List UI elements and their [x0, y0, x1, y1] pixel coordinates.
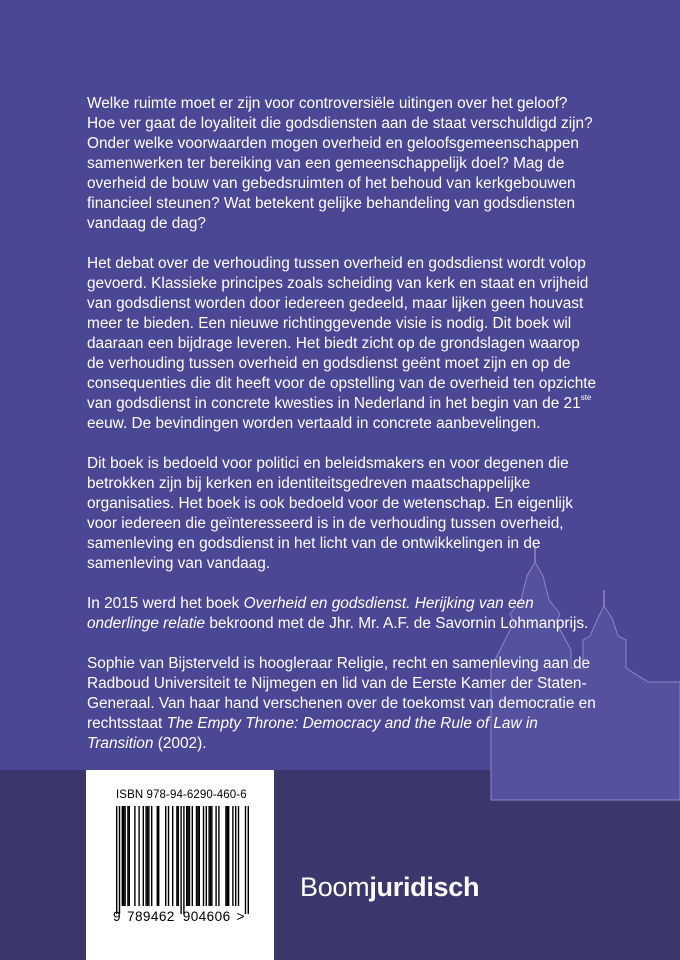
blurb-p3-text: Dit boek is bedoeld voor politici en beleidsmakers en voor degenen die betrokken zijn bij kerken en identiteitsgedreven maatschappelijke organisaties. Het boek is ook bedoeld voor de wetenschap. En eigenlijk voor iedereen die geïnteresseerd is in de verhouding tussen overheid, samenleving en godsdienst in het licht van de ontwikkelingen in de samenleving van vandaag. — [87, 455, 573, 572]
blurb-p5-book-title: The Empty Throne: Democracy and the Rule of Law in Transition — [87, 715, 538, 752]
blurb-paragraph-1 — [87, 94, 597, 234]
barcode-bar — [134, 806, 135, 906]
barcode-bar — [145, 806, 146, 906]
barcode-bar — [129, 806, 130, 906]
barcode-bar — [165, 806, 166, 906]
blurb-p1-text: Welke ruimte moet er zijn voor controversiële uitingen over het geloof? Hoe ver gaat de loyaliteit die godsdiensten aan de staat verschuldigd zijn? Onder welke voorwaarden mogen overheid en geloofsgemeenschappen samenwerken ter bereiking van een gemeenschappelijk doel? Mag de overheid de bouw van gebedsruimten of het behoud van kerkgebouwen financieel steunen? Wat betekent gelijke behandeling van godsdiensten vandaag de dag? — [87, 95, 593, 232]
barcode-digits — [113, 909, 263, 924]
barcode-bar — [157, 806, 158, 906]
barcode-bar — [248, 806, 249, 914]
blurb-paragraph-4 — [87, 594, 597, 634]
blurb-p5-start: Sophie van Bijsterveld is hoogleraar Religie, recht en samenleving aan de Radboud Universiteit te Nijmegen en lid van de Eerste Kamer der Staten-Generaal. Van haar hand verschenen over de toekomst van democratie en rechtsstaat — [87, 655, 596, 732]
blurb-p2-end: eeuw. De bevindingen worden vertaald in concrete aanbevelingen. — [87, 415, 541, 432]
isbn-label: ISBN 978-94-6290-460-6 — [116, 789, 247, 801]
barcode-bar — [183, 806, 184, 914]
blurb-p4-start: In 2015 werd het boek — [87, 595, 244, 612]
barcode-bar — [196, 806, 197, 906]
back-cover-blurb — [87, 94, 597, 774]
barcode-bar — [127, 806, 128, 906]
barcode-bar — [210, 806, 211, 906]
barcode-digit-first: 9 — [113, 909, 121, 924]
barcode-bar — [206, 806, 207, 906]
barcode-digits-left: 789462 — [127, 909, 175, 924]
barcode-bar — [235, 806, 236, 906]
barcode-bar — [208, 806, 209, 906]
blurb-paragraph-3 — [87, 454, 597, 574]
barcode-bar — [238, 806, 239, 906]
barcode-bar — [116, 806, 117, 914]
barcode-bar — [122, 806, 123, 906]
barcode-bar — [124, 806, 125, 906]
barcode-bar — [187, 806, 188, 906]
barcode-bar — [189, 806, 190, 906]
blurb-p4-end: bekroond met de Jhr. Mr. A.F. de Savornin Lohmanprijs. — [205, 615, 589, 632]
blurb-p2-superscript: ste — [580, 393, 592, 402]
publisher-name-bold: juridisch — [369, 872, 480, 902]
publisher-logo — [300, 872, 479, 903]
barcode-bar — [192, 806, 193, 906]
barcode-bar — [228, 806, 229, 906]
barcode-bar — [176, 806, 177, 906]
barcode-bar — [123, 806, 124, 906]
publisher-name-regular: Boom — [300, 872, 370, 902]
barcode-bar — [143, 806, 144, 906]
blurb-p5-end: (2002). — [153, 735, 207, 752]
barcode-box — [86, 770, 274, 960]
blurb-p4-book-title: Overheid en godsdienst. Herijking van een onderlinge relatie — [87, 595, 534, 632]
blurb-paragraph-5 — [87, 654, 597, 754]
barcode-bar — [211, 806, 212, 906]
barcode-bar — [151, 806, 152, 906]
barcode-bar — [138, 806, 139, 906]
barcode-bar — [245, 806, 246, 914]
barcode-bar — [203, 806, 204, 906]
barcode-bar — [227, 806, 228, 906]
barcode-bar — [199, 806, 200, 906]
barcode-digits-right: 904606 — [182, 909, 231, 924]
barcode-bar — [225, 806, 226, 906]
barcode-bar — [158, 806, 159, 906]
blurb-paragraph-2 — [87, 254, 597, 434]
barcode-quiet-mark: > — [236, 909, 245, 924]
barcode-bar — [178, 806, 179, 906]
barcode-bar — [232, 806, 233, 906]
barcode-bar — [147, 806, 148, 906]
barcode-bar — [168, 806, 169, 906]
barcode-bar — [119, 806, 120, 914]
barcode-bar — [172, 806, 173, 906]
barcode-bar — [215, 806, 216, 906]
barcode-bar — [186, 806, 187, 906]
barcode-bars — [114, 806, 256, 918]
barcode-bar — [218, 806, 219, 906]
barcode-bar — [180, 806, 181, 914]
barcode-bar — [197, 806, 198, 906]
barcode-bar — [148, 806, 149, 906]
blurb-p2-text: Het debat over de verhouding tussen overheid en godsdienst wordt volop gevoerd. Klassieke principes zoals scheiding van kerk en staat en vrijheid van godsdienst worden door iedereen gedeeld, maar lijken geen houvast meer te bieden. Een nieuwe richtinggevende visie is nodig. Dit boek wil daaraan een bijdrage leveren. Het biedt zicht op de grondslagen waarop de verhouding tussen overheid en godsdienst geënt moet zijn en op de consequenties die dit heeft voor de opstelling van de overheid ten opzichte van godsdienst in concrete kwesties in Nederland in het begin van de 21 — [87, 255, 597, 412]
